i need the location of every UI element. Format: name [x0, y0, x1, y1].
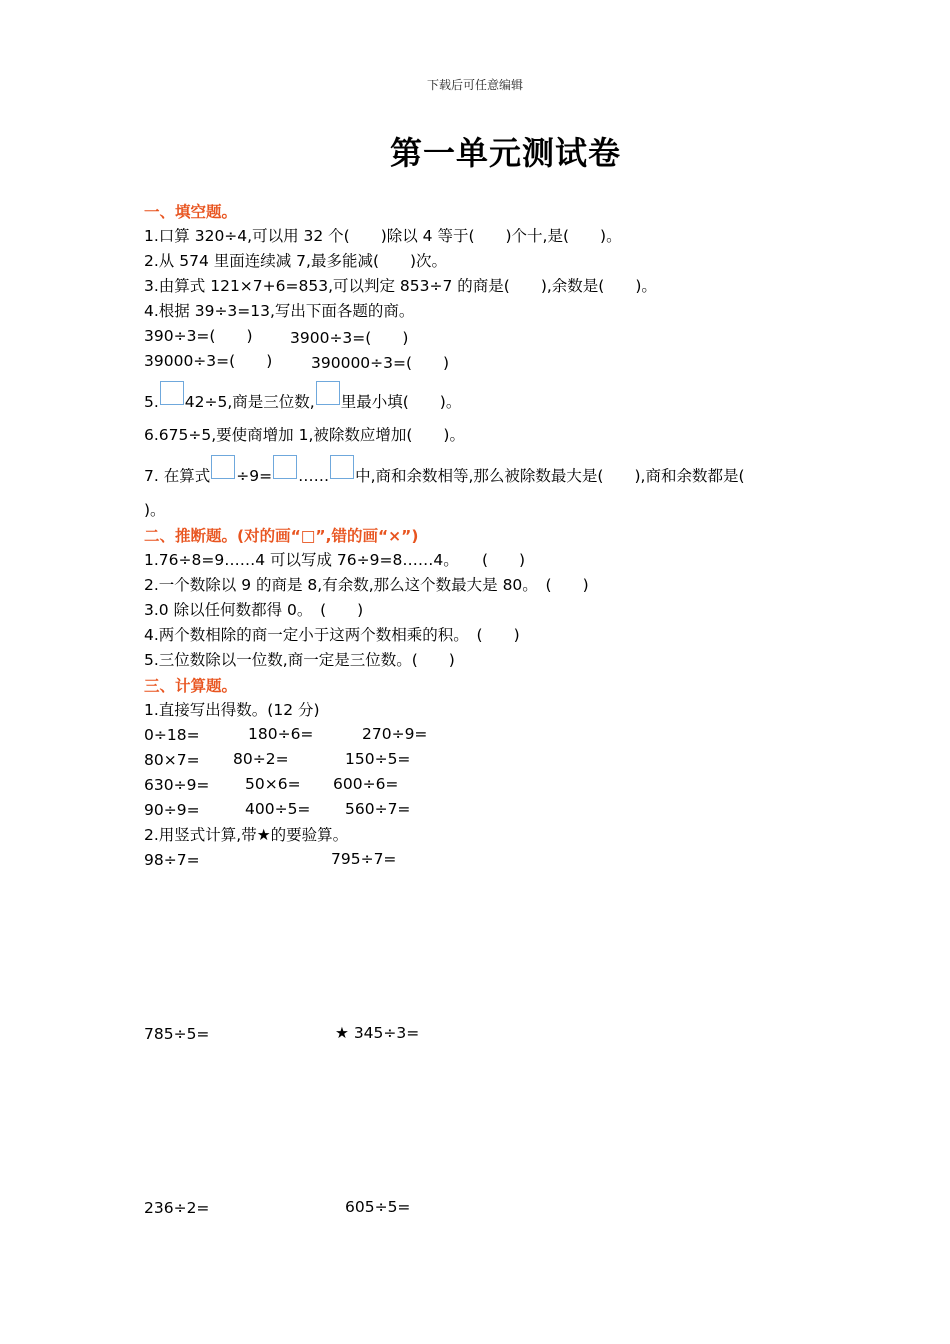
- calc-item: 80×7=: [144, 751, 200, 769]
- section-fill-in: 一、填空题。: [144, 203, 238, 221]
- page-title: 第一单元测试卷: [390, 134, 622, 172]
- calc-item: 630÷9=: [144, 776, 210, 794]
- fill-question-6: 6.675÷5,要使商增加 1,被除数应增加( )。: [144, 426, 465, 444]
- calc-item: 600÷6=: [333, 775, 399, 793]
- vertical-calc-item: 605÷5=: [345, 1198, 411, 1216]
- calc-item: 90÷9=: [144, 801, 200, 819]
- header-note: 下载后可任意编辑: [426, 78, 523, 92]
- vertical-calc-item: ★ 345÷3=: [335, 1024, 420, 1042]
- q7-middle-1: ÷9=: [236, 467, 273, 485]
- q5-middle: 42÷5,商是三位数,: [184, 393, 315, 411]
- q7-blank-box-2[interactable]: [273, 455, 297, 479]
- fill-question-3: 3.由算式 121×7+6=853,可以判定 853÷7 的商是( ),余数是( )。: [144, 277, 657, 295]
- judge-question-3: 3.0 除以任何数都得 0。 ( ): [144, 601, 364, 619]
- calc-item: 560÷7=: [345, 800, 411, 818]
- q7-suffix: 中,商和余数相等,那么被除数最大是( ),商和余数都是(: [355, 467, 745, 485]
- vertical-calc-item: 785÷5=: [144, 1025, 210, 1043]
- section-calculation: 三、计算题。: [144, 677, 238, 695]
- judge-question-5: 5.三位数除以一位数,商一定是三位数。( ): [144, 651, 455, 669]
- fill-question-7-tail: )。: [144, 501, 166, 519]
- q5-blank-box-2[interactable]: [316, 381, 340, 405]
- calc-item: 0÷18=: [144, 726, 200, 744]
- fill-question-2: 2.从 574 里面连续减 7,最多能减( )次。: [144, 252, 448, 270]
- q5-suffix: 里最小填( )。: [340, 393, 462, 411]
- fill-question-5: [144, 381, 461, 412]
- section-judge: 二、推断题。(对的画“□”,错的画“×”): [144, 527, 419, 545]
- fill-question-7: [144, 455, 745, 486]
- fill-question-4c: 39000÷3=( ): [144, 352, 273, 370]
- calc-item: 270÷9=: [362, 725, 428, 743]
- calc-item: 400÷5=: [245, 800, 311, 818]
- q5-prefix: 5.: [144, 393, 159, 411]
- calc-item: 50×6=: [245, 775, 301, 793]
- q5-blank-box-1[interactable]: [160, 381, 184, 405]
- calc-question-1: 1.直接写出得数。(12 分): [144, 701, 320, 719]
- calc-item: 180÷6=: [248, 725, 314, 743]
- fill-question-4d: 390000÷3=( ): [311, 354, 450, 372]
- judge-question-4: 4.两个数相除的商一定小于这两个数相乘的积。 ( ): [144, 626, 520, 644]
- fill-question-4a: 390÷3=( ): [144, 327, 253, 345]
- judge-question-2: 2.一个数除以 9 的商是 8,有余数,那么这个数最大是 80。 ( ): [144, 576, 589, 594]
- q7-prefix: 7. 在算式: [144, 467, 211, 485]
- q7-blank-box-1[interactable]: [211, 455, 235, 479]
- fill-question-4: 4.根据 39÷3=13,写出下面各题的商。: [144, 302, 415, 320]
- fill-question-1: 1.口算 320÷4,可以用 32 个( )除以 4 等于( )个十,是( )。: [144, 227, 622, 245]
- vertical-calc-item: 98÷7=: [144, 851, 200, 869]
- vertical-calc-item: 795÷7=: [331, 850, 397, 868]
- fill-question-4b: 3900÷3=( ): [290, 329, 409, 347]
- calc-item: 150÷5=: [345, 750, 411, 768]
- vertical-calc-item: 236÷2=: [144, 1199, 210, 1217]
- judge-question-1: 1.76÷8=9……4 可以写成 76÷9=8……4。 ( ): [144, 551, 526, 569]
- calc-question-2: 2.用竖式计算,带★的要验算。: [144, 826, 349, 844]
- q7-middle-2: ……: [298, 467, 330, 485]
- calc-item: 80÷2=: [233, 750, 289, 768]
- q7-blank-box-3[interactable]: [330, 455, 354, 479]
